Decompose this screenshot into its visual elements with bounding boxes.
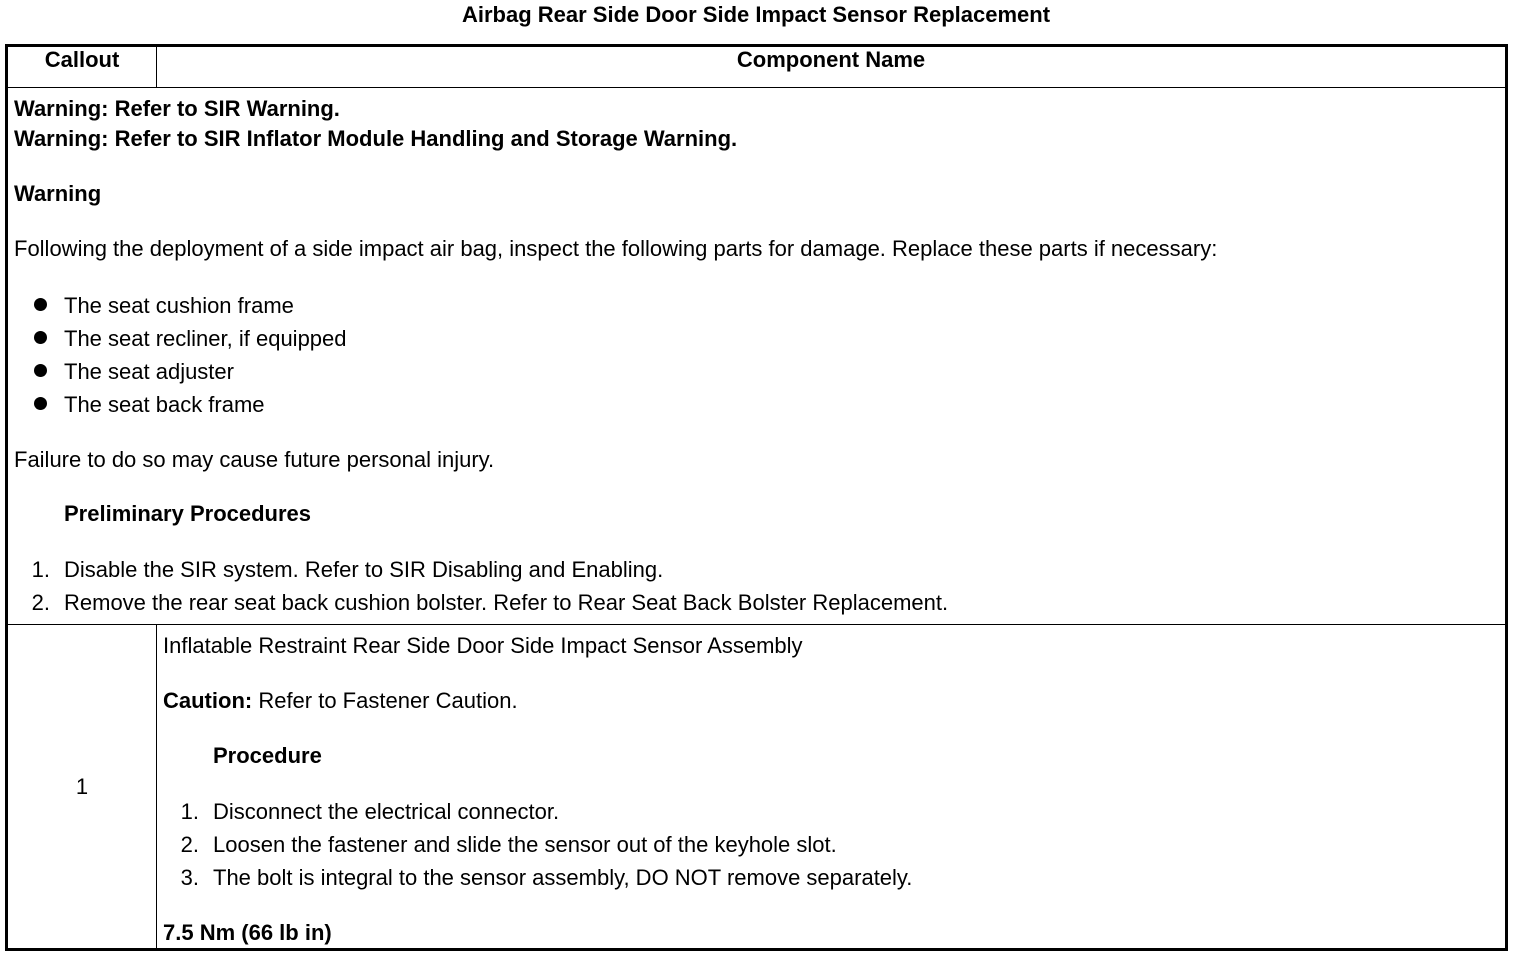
list-item: [14, 553, 1499, 586]
table-row: [7, 625, 1507, 950]
step-number: 1.: [180, 799, 199, 824]
warning-outro: Failure to do so may cause future personal injury.: [14, 447, 495, 472]
step-number: 3.: [180, 865, 199, 890]
warning-intro: Following the deployment of a side impact air bag, inspect the following parts for damage. Replace these parts if necessary:: [14, 236, 1218, 261]
torque-spec: 7.5 Nm (66 lb in): [163, 920, 332, 945]
component-name-header: Component Name: [157, 46, 1507, 88]
preliminary-procedures-heading: Preliminary Procedures: [64, 501, 312, 526]
caution-text: Refer to Fastener Caution.: [252, 688, 518, 713]
caution-line: [163, 686, 1499, 716]
bullet-icon: [34, 331, 47, 344]
list-item: The seat adjuster: [14, 355, 1499, 388]
sir-warning-line: Warning: Refer to SIR Warning.: [14, 96, 340, 121]
list-item: The seat recliner, if equipped: [14, 322, 1499, 355]
list-item: The seat cushion frame: [14, 289, 1499, 322]
step-text: Remove the rear seat back cushion bolster. Refer to Rear Seat Back Bolster Replacement.: [64, 590, 949, 615]
bullet-icon: [34, 364, 47, 377]
bullet-icon: [34, 298, 47, 311]
list-item: [163, 795, 1499, 828]
component-cell: [157, 625, 1507, 950]
callout-header: Callout: [7, 46, 157, 88]
list-item: The seat back frame: [14, 388, 1499, 421]
inflator-warning-line: Warning: Refer to SIR Inflator Module Handling and Storage Warning.: [14, 126, 738, 151]
step-number: 2.: [180, 832, 199, 857]
list-item: [163, 828, 1499, 861]
component-name: Inflatable Restraint Rear Side Door Side Impact Sensor Assembly: [163, 633, 803, 658]
document-title: Airbag Rear Side Door Side Impact Sensor Replacement: [461, 2, 1051, 27]
step-text: Disconnect the electrical connector.: [213, 799, 560, 824]
procedure-heading: Procedure: [213, 743, 322, 768]
step-text: Loosen the fastener and slide the sensor out of the keyhole slot.: [213, 832, 837, 857]
step-number: 2.: [31, 590, 50, 615]
warning-cell: [7, 88, 1507, 625]
warning-heading: Warning: [14, 181, 102, 206]
bullet-icon: [34, 397, 47, 410]
procedure-table: [5, 44, 1508, 951]
list-item: [14, 586, 1499, 619]
inspect-parts-list: [14, 289, 1499, 421]
caution-label: Caution:: [163, 688, 253, 713]
callout-number: 1: [7, 625, 157, 950]
step-text: The bolt is integral to the sensor assembly, DO NOT remove separately.: [213, 865, 913, 890]
procedure-steps-list: [163, 795, 1499, 894]
warning-row: [7, 88, 1507, 625]
preliminary-steps-list: [14, 553, 1499, 619]
step-text: Disable the SIR system. Refer to SIR Disabling and Enabling.: [64, 557, 664, 582]
header-row: [7, 46, 1507, 88]
step-number: 1.: [31, 557, 50, 582]
list-item: [163, 861, 1499, 894]
